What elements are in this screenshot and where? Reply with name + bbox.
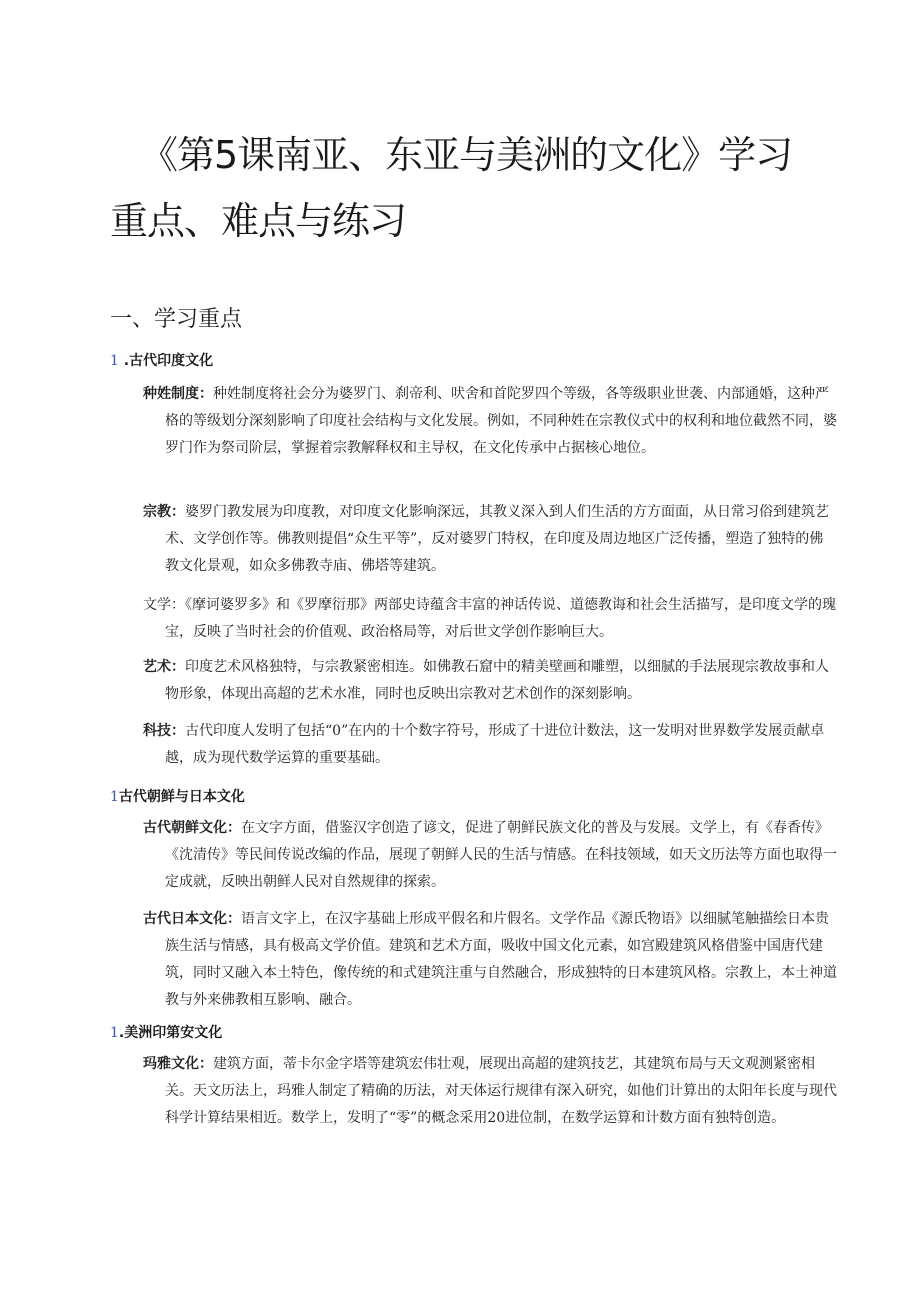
document-title: [110, 122, 830, 254]
title-line-1: 《第5课南亚、东亚与美洲的文化》学习: [140, 133, 793, 177]
paragraph-label: 艺术：: [143, 659, 185, 675]
subsection-number: 1: [110, 789, 119, 805]
paragraph-text: 古代印度人发明了包括“0”在内的十个数字符号，形成了十进位计数法，这一发明对世界数学发展贡献卓越，成为现代数学运算的重要基础。: [165, 723, 825, 766]
paragraph-label: 古代日本文化：: [143, 911, 241, 927]
paragraph-text: 《摩诃婆罗多》和《罗摩衍那》两部史诗蕴含丰富的神话传说、道德教诲和社会生活描写，是印度文学的瑰宝，反映了当时社会的价值观、政治格局等，对后世文学创作影响巨大。: [165, 597, 836, 640]
paragraph: [143, 718, 837, 772]
paragraph-text: 婆罗门教发展为印度教，对印度文化影响深远，其教义深入到人们生活的方方面面，从日常习俗到建筑艺术、文学创作等。佛教则提倡“众生平等”，反对婆罗门特权，在印度及周边地区广泛传播，塑造了独特的佛教文化景观，如众多佛教寺庙、佛塔等建筑。: [165, 504, 829, 574]
subsection-label: 古代朝鲜与日本文化: [118, 789, 245, 805]
paragraph-label: 种姓制度：: [143, 386, 213, 402]
subsection-number: 1: [110, 1025, 119, 1041]
paragraph: [143, 499, 837, 580]
paragraph: [143, 381, 837, 462]
subsection-number: 1: [110, 353, 119, 369]
paragraph-label: 玛雅文化：: [143, 1056, 213, 1072]
paragraph-label: 古代朝鲜文化：: [143, 820, 241, 836]
paragraph-label: 科技：: [143, 723, 185, 739]
section-heading: 一、学习重点: [110, 307, 243, 332]
paragraph-label: 文学：: [143, 597, 185, 613]
paragraph: [143, 654, 837, 708]
paragraph-text: 印度艺术风格独特，与宗教紧密相连。如佛教石窟中的精美壁画和雕塑，以细腻的手法展现宗教故事和人物形象，体现出高超的艺术水准，同时也反映出宗教对艺术创作的深刻影响。: [165, 659, 829, 702]
paragraph-text: 在文字方面，借鉴汉字创造了谚文，促进了朝鲜民族文化的普及与发展。文学上，有《春香传》《沈清传》等民间传说改编的作品，展现了朝鲜人民的生活与情感。在科技领域，如天文历法等方面也取得一定成就，反映出朝鲜人民对自然规律的探索。: [165, 820, 837, 890]
paragraph: [143, 1051, 837, 1132]
paragraph: [143, 906, 837, 1014]
subsection-heading: [110, 350, 213, 370]
subsection-heading: [110, 786, 245, 806]
paragraph-text: 建筑方面，蒂卡尔金字塔等建筑宏伟壮观，展现出高超的建筑技艺，其建筑布局与天文观测紧密相关。天文历法上，玛雅人制定了精确的历法，对天体运行规律有深入研究，如他们计算出的太阳年长度与现代科学计算结果相近。数学上，发明了“零”的概念采用20进位制，在数学运算和计数方面有独特创造。: [165, 1056, 837, 1126]
subsection-label: .古代印度文化: [123, 353, 214, 369]
paragraph-label: 宗教：: [143, 504, 185, 520]
subsection-label: .美洲印第安文化: [118, 1025, 223, 1041]
title-line-2: 重点、难点与练习: [110, 199, 407, 243]
paragraph-text: 种姓制度将社会分为婆罗门、刹帝利、吠舍和首陀罗四个等级，各等级职业世袭、内部通婚，这种严格的等级划分深刻影响了印度社会结构与文化发展。例如，不同种姓在宗教仪式中的权利和地位截然不同，婆罗门作为祭司阶层，掌握着宗教解释权和主导权，在文化传承中占据核心地位。: [165, 386, 837, 456]
paragraph: [143, 815, 837, 896]
paragraph-text: 语言文字上，在汉字基础上形成平假名和片假名。文学作品《源氏物语》以细腻笔触描绘日本贵族生活与情感，具有极高文学价值。建筑和艺术方面，吸收中国文化元素，如宫殿建筑风格借鉴中国唐代建筑，同时又融入本土特色，像传统的和式建筑注重与自然融合，形成独特的日本建筑风格。宗教上，本土神道教与外来佛教相互影响、融合。: [165, 911, 837, 1008]
subsection-heading: [110, 1022, 222, 1042]
paragraph: [143, 592, 837, 646]
